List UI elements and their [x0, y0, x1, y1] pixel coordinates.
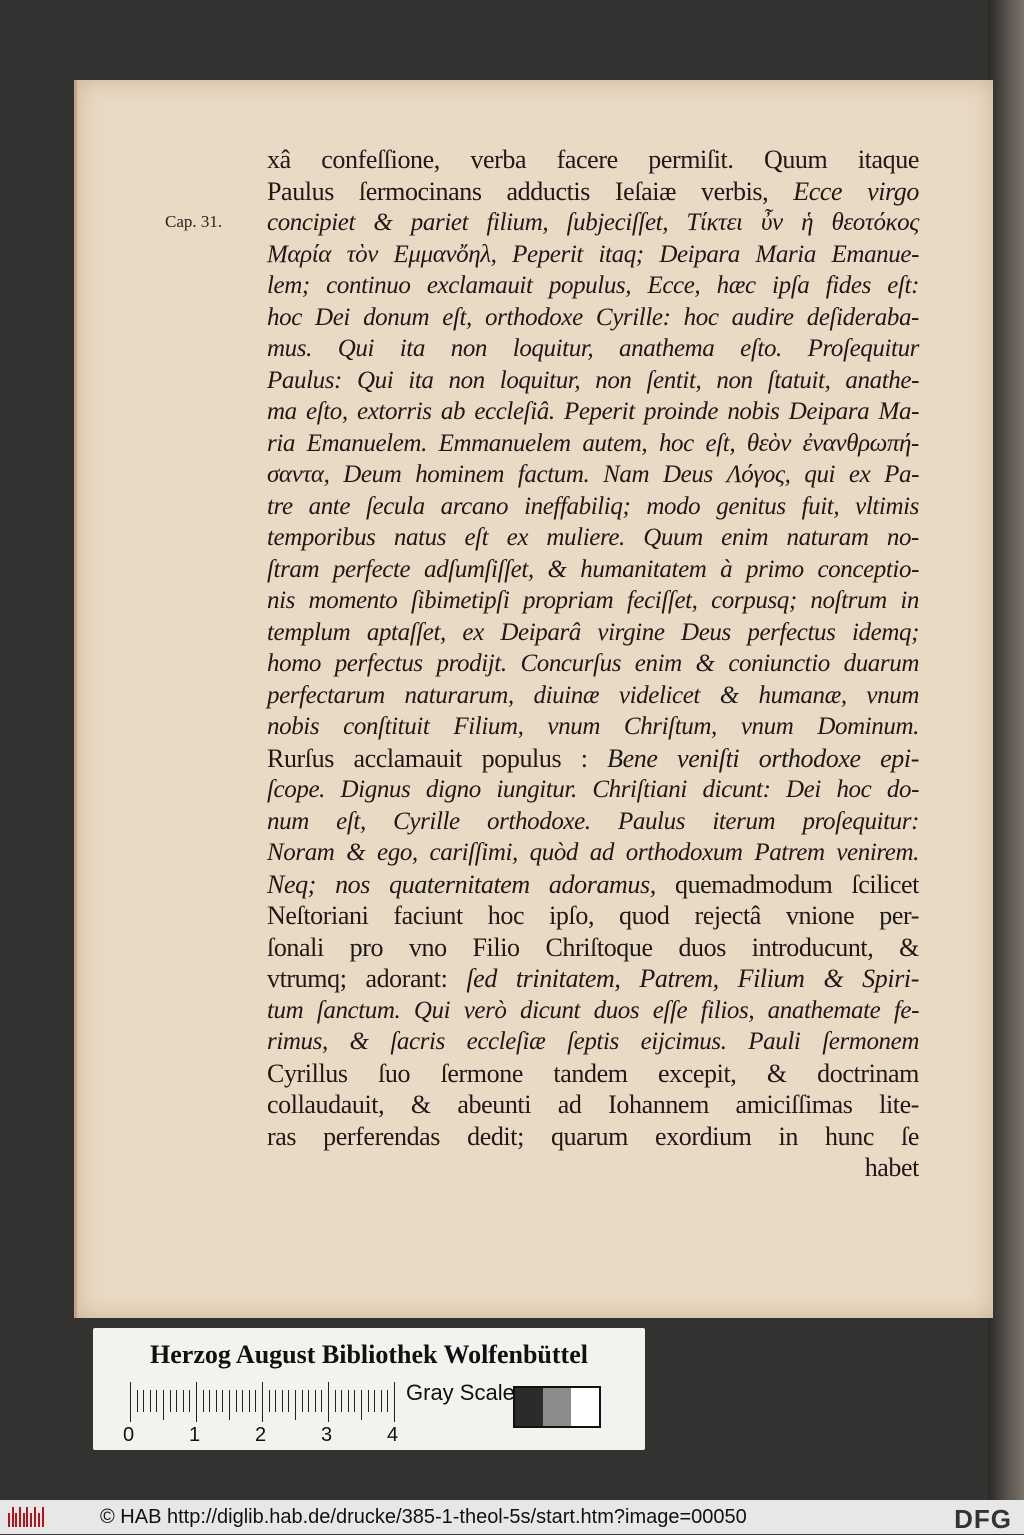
library-title: Herzog August Bibliothek Wolfenbüttel: [150, 1340, 588, 1369]
ruler-tick: [196, 1382, 197, 1422]
text-line: homo perfectus prodijt. Concurſus enim & coniunctio duarum: [267, 650, 919, 677]
roman-run: quemadmodum ſcilicet: [674, 869, 919, 899]
text-line: ma eſto, extorris ab eccleſiâ. Peperit proinde nobis Deipara Ma-: [267, 398, 919, 425]
ruler-tick: [361, 1390, 362, 1420]
logo-bar: [30, 1513, 32, 1527]
logo-bar: [38, 1513, 40, 1527]
text-line: Μαρία τὸν Εμμανὄηλ, Peperit itaq; Deipara Maria Emanue-: [267, 240, 919, 268]
ruler-tick: [269, 1390, 270, 1412]
ruler-tick: [321, 1390, 322, 1412]
logo-bar: [19, 1507, 21, 1527]
roman-run: Rurſus acclamauit populus :: [267, 743, 588, 773]
ruler-tick: [242, 1390, 243, 1412]
ruler-tick: [394, 1382, 395, 1422]
ruler-tick: [354, 1390, 355, 1412]
text-line: [267, 743, 919, 775]
text-line: lem; continuo exclamauit populus, Ecce, hæc ipſa fides eſt:: [267, 272, 919, 299]
ruler-tick: [156, 1390, 157, 1412]
text-line: ras perferendas dedit; quarum exordium in hunc ſe: [267, 1121, 919, 1151]
italic-run: Bene veniſti orthodoxe epi-: [587, 743, 919, 773]
hab-logo-icon: [8, 1507, 46, 1527]
logo-bar: [26, 1507, 28, 1527]
italic-run: Neq; nos quaternitatem adoramus,: [267, 869, 675, 899]
footer-bar: [0, 1500, 1024, 1534]
text-line: hoc Dei donum eſt, orthodoxe Cyrille: hoc audire deſideraba-: [267, 303, 919, 331]
gray-swatch: [571, 1388, 599, 1426]
ruler-tick: [216, 1390, 217, 1412]
ruler-tick: [262, 1382, 263, 1422]
ruler-tick: [295, 1390, 296, 1420]
text-line: ria Emanuelem. Emmanuelem autem, hoc eſt, θεὸν ἐνανθρωπή-: [267, 429, 919, 457]
ruler-tick: [255, 1390, 256, 1412]
page-text: [267, 144, 919, 1184]
text-line: Noram & ego, cariſſimi, quòd ad orthodoxum Patrem venirem.: [267, 839, 919, 866]
text-line: temporibus natus eſt ex muliere. Quum enim naturam no-: [267, 524, 919, 551]
ruler-tick: [203, 1390, 204, 1412]
text-line: tre ante ſecula arcano ineffabiliq; modo genitus fuit, vltimis: [267, 492, 919, 520]
ruler-number: 0: [123, 1424, 135, 1446]
ruler-tick: [282, 1390, 283, 1412]
ruler-tick: [229, 1390, 230, 1420]
margin-note: Cap. 31.: [165, 212, 223, 231]
text-line: habet: [864, 1153, 919, 1182]
text-line: perfectarum naturarum, diuinæ videlicet & humanæ, vnum: [267, 681, 919, 709]
ruler-tick: [150, 1390, 151, 1412]
ruler-tick: [249, 1390, 250, 1412]
text-line: σαντα, Deum hominem factum. Nam Deus Λόγος, qui ex Pa-: [267, 461, 919, 488]
ruler-number: 4: [387, 1424, 399, 1446]
roman-run: vtrumq; adorant:: [267, 964, 467, 993]
ruler-tick: [143, 1390, 144, 1412]
ruler-tick: [335, 1390, 336, 1412]
text-line: templum aptaſſet, ex Deiparâ virgine Deus perfectus idemq;: [267, 618, 919, 646]
ruler-tick: [183, 1390, 184, 1412]
ruler-tick: [368, 1390, 369, 1412]
logo-bar: [15, 1513, 17, 1527]
footer-credit: © HAB http://diglib.hab.de/drucke/385-1-theol-5s/start.htm?image=00050: [100, 1506, 747, 1528]
text-line: xâ confeſſione, verba facere permiſit. Quum itaque: [267, 145, 919, 174]
ruler-tick: [288, 1390, 289, 1412]
italic-run: Ecce virgo: [768, 176, 919, 206]
logo-bar: [8, 1513, 10, 1527]
ruler-tick: [328, 1382, 329, 1422]
ruler-tick: [176, 1390, 177, 1412]
ruler-number: 1: [189, 1424, 201, 1446]
text-line: collaudauit, & abeunti ad Iohannem amiciſſimas lite-: [267, 1090, 919, 1119]
ruler-tick: [374, 1390, 375, 1412]
text-line: ſcope. Dignus digno iungitur. Chriſtiani dicunt: Dei hoc do-: [267, 776, 919, 803]
color-scale-card: [93, 1328, 645, 1450]
logo-bar: [42, 1507, 44, 1527]
logo-bar: [34, 1507, 36, 1527]
ruler-tick: [308, 1390, 309, 1412]
text-line: nis momento ſibimetipſi propriam feciſſet, corpusq; noſtrum in: [267, 587, 919, 614]
text-line: mus. Qui ita non loquitur, anathema eſto. Proſequitur: [267, 335, 919, 362]
ruler-tick: [209, 1390, 210, 1412]
gray-swatch: [543, 1388, 571, 1426]
gray-swatch: [515, 1388, 543, 1426]
ruler-tick: [302, 1390, 303, 1412]
ruler-tick: [341, 1390, 342, 1412]
text-line: tum ſanctum. Qui verò dicunt duos eſſe filios, anathemate fe-: [267, 996, 919, 1024]
text-line: [267, 963, 919, 995]
ruler-tick: [275, 1390, 276, 1412]
ruler-tick: [137, 1390, 138, 1412]
ruler-tick: [315, 1390, 316, 1412]
ruler-tick: [236, 1390, 237, 1412]
text-line: num eſt, Cyrille orthodoxe. Paulus iterum proſequitur:: [267, 807, 919, 835]
text-line: nobis conſtituit Filium, vnum Chriſtum, vnum Dominum.: [267, 713, 919, 740]
logo-bar: [12, 1507, 14, 1527]
ruler-number: 2: [255, 1424, 267, 1446]
roman-run: Paulus ſermocinans adductis Ieſaiæ verbis,: [267, 176, 769, 206]
ruler-number: 3: [321, 1424, 333, 1446]
text-line: Cyrillus ſuo ſermone tandem excepit, & doctrinam: [267, 1058, 919, 1088]
text-line: ſtram perfecte adſumſiſſet, & humanitatem à primo conceptio-: [267, 555, 919, 583]
scale-ruler: [130, 1382, 394, 1422]
ruler-tick: [222, 1390, 223, 1412]
ruler-tick: [163, 1390, 164, 1420]
ruler-tick: [387, 1390, 388, 1412]
dfg-logo: DFG: [954, 1504, 1012, 1534]
text-line: Paulus: Qui ita non loquitur, non ſentit, non ſtatuit, anathe-: [267, 366, 919, 394]
text-line: ſonali pro vno Filio Chriſtoque duos introducunt, &: [267, 932, 919, 962]
ruler-tick: [189, 1390, 190, 1412]
ruler-tick: [130, 1382, 131, 1422]
gray-scale-label: Gray Scale: [406, 1380, 515, 1405]
text-line: rimus, & ſacris eccleſiæ ſeptis eijcimus. Pauli ſermonem: [267, 1028, 919, 1055]
book-edge: [988, 0, 1024, 1500]
text-line: [267, 176, 919, 208]
ruler-tick: [348, 1390, 349, 1412]
italic-run: ſed trinitatem, Patrem, Filium & Spiri-: [466, 964, 920, 993]
ruler-tick: [381, 1390, 382, 1412]
text-line: concipiet & pariet filium, ſubjeciſſet, Τίκτει ὖν ἡ θεοτόκος: [267, 209, 919, 236]
logo-bar: [23, 1513, 25, 1527]
text-line: [267, 869, 919, 901]
book-page: [74, 80, 993, 1318]
text-line: Neſtoriani faciunt hoc ipſo, quod rejectâ vnione per-: [267, 901, 919, 930]
ruler-tick: [170, 1390, 171, 1412]
gray-scale-swatches: [513, 1386, 601, 1428]
